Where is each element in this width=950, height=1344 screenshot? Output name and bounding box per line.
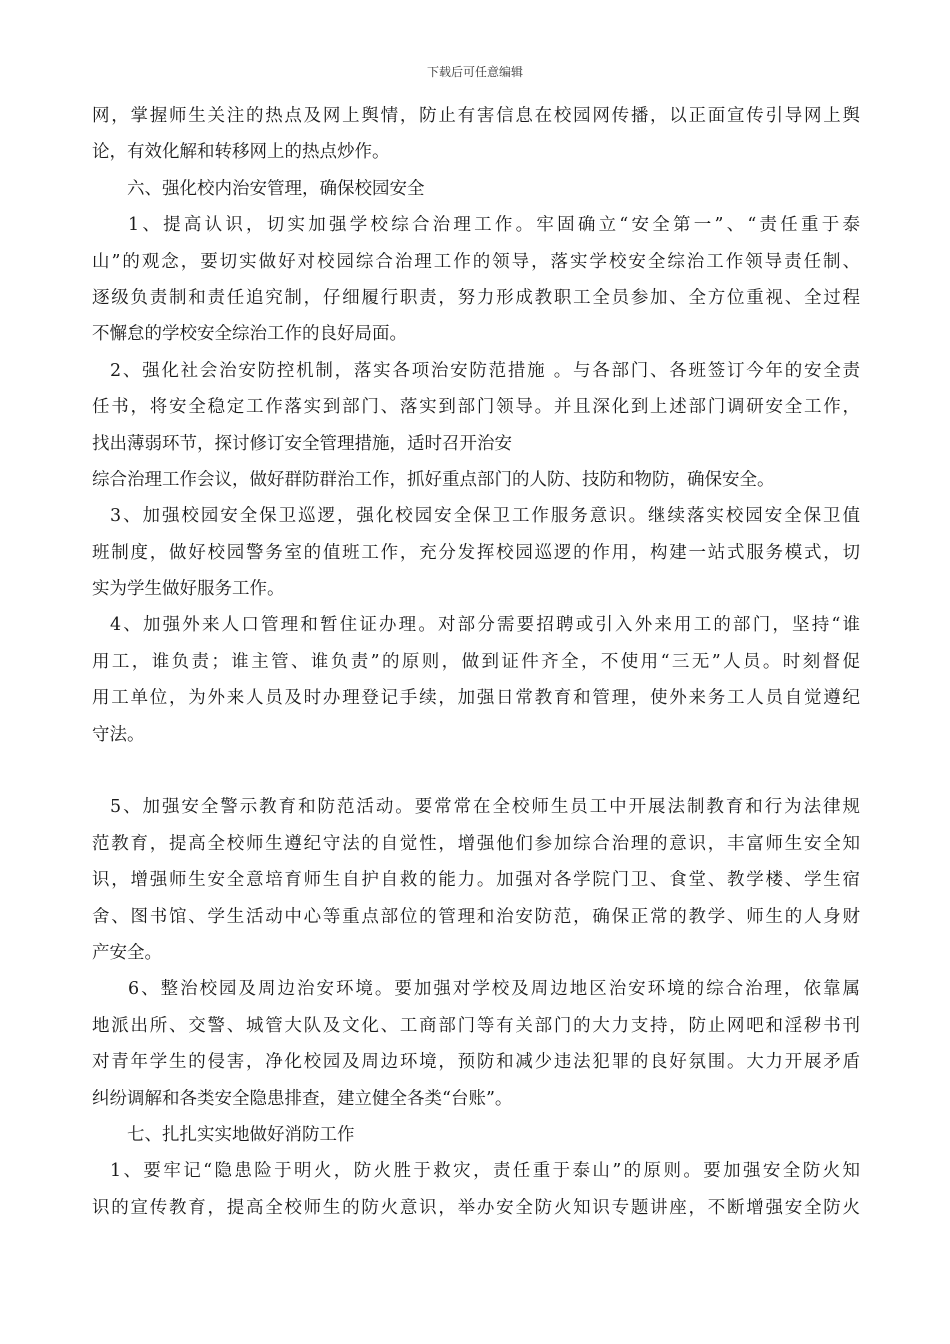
body-line: 找出薄弱环节，探讨修订安全管理措施，适时召开治安 — [92, 433, 512, 454]
body-line: 纠纷调解和各类安全隐患排查，建立健全各类“台账”。 — [92, 1088, 513, 1109]
body-line: 范教育，提高全校师生遵纪守法的自觉性，增强他们参加综合治理的意识，丰富师生安全知 — [92, 833, 860, 854]
body-line: 不懈怠的学校安全综治工作的良好局面。 — [92, 324, 407, 345]
body-line: 3、加强校园安全保卫巡逻，强化校园安全保卫工作服务意识。继续落实校园安全保卫值 — [110, 506, 860, 527]
body-line: 5、加强安全警示教育和防范活动。要常常在全校师生员工中开展法制教育和行为法律规 — [110, 797, 860, 818]
body-line: 逐级负责制和责任追究制，仔细履行职责，努力形成教职工全员参加、全方位重视、全过程 — [92, 287, 860, 308]
body-line: 产安全。 — [92, 942, 162, 963]
body-line: 地派出所、交警、城管大队及文化、工商部门等有关部门的大力支持，防止网吧和淫秽书刊 — [92, 1015, 860, 1036]
body-line: 2、强化社会治安防控机制，落实各项治安防范措施 。与各部门、各班签订今年的安全责 — [110, 360, 860, 381]
body-line: 实为学生做好服务工作。 — [92, 579, 285, 600]
body-line: 舍、图书馆、学生活动中心等重点部位的管理和治安防范，确保正常的教学、师生的人身财 — [92, 906, 860, 927]
body-line: 对青年学生的侵害，净化校园及周边环境，预防和减少违法犯罪的良好氛围。大力开展矛盾 — [92, 1052, 860, 1073]
page-header: 下载后可任意编辑 — [426, 65, 523, 79]
section-heading: 七、扎扎实实地做好消防工作 — [127, 1124, 355, 1145]
body-line: 网，掌握师生关注的热点及网上舆情，防止有害信息在校园网传播，以正面宣传引导网上舆 — [92, 106, 860, 126]
blank-line — [92, 753, 860, 789]
body-line: 守法。 — [92, 724, 145, 745]
body-line: 综合治理工作会议，做好群防群治工作，抓好重点部门的人防、技防和物防，确保安全。 — [92, 469, 775, 490]
body-line: 识的宣传教育，提高全校师生的防火意识，举办安全防火知识专题讲座，不断增强安全防火 — [92, 1197, 860, 1218]
body-line: 6、整治校园及周边治安环境。要加强对学校及周边地区治安环境的综合治理，依靠属 — [128, 979, 860, 1000]
body-line: 1、提高认识，切实加强学校综合治理工作。牢固确立“安全第一”、“责任重于泰 — [128, 215, 860, 236]
document-body — [92, 98, 860, 1226]
body-line: 识，增强师生安全意培育师生自护自救的能力。加强对各学院门卫、食堂、教学楼、学生宿 — [92, 870, 860, 891]
body-line: 山”的观念，要切实做好对校园综合治理工作的领导，落实学校安全综治工作领导责任制、 — [92, 251, 860, 272]
body-line: 论，有效化解和转移网上的热点炒作。 — [92, 142, 390, 163]
body-line: 4、加强外来人口管理和暂住证办理。对部分需要招聘或引入外来用工的部门，坚持“谁 — [110, 615, 860, 636]
section-heading: 六、强化校内治安管理，确保校园安全 — [127, 178, 425, 199]
body-line: 任书，将安全稳定工作落实到部门、落实到部门领导。并且深化到上述部门调研安全工作， — [92, 397, 860, 418]
body-line: 用工单位，为外来人员及时办理登记手续，加强日常教育和管理，使外来务工人员自觉遵纪 — [92, 688, 860, 709]
body-line: 班制度，做好校园警务室的值班工作，充分发挥校园巡逻的作用，构建一站式服务模式，切 — [92, 542, 860, 563]
body-line: 1、要牢记“隐患险于明火，防火胜于救灾，责任重于泰山”的原则。要加强安全防火知 — [110, 1161, 860, 1182]
body-line: 用工，谁负责；谁主管、谁负责”的原则，做到证件齐全，不使用“三无”人员。时刻督促 — [92, 651, 860, 672]
